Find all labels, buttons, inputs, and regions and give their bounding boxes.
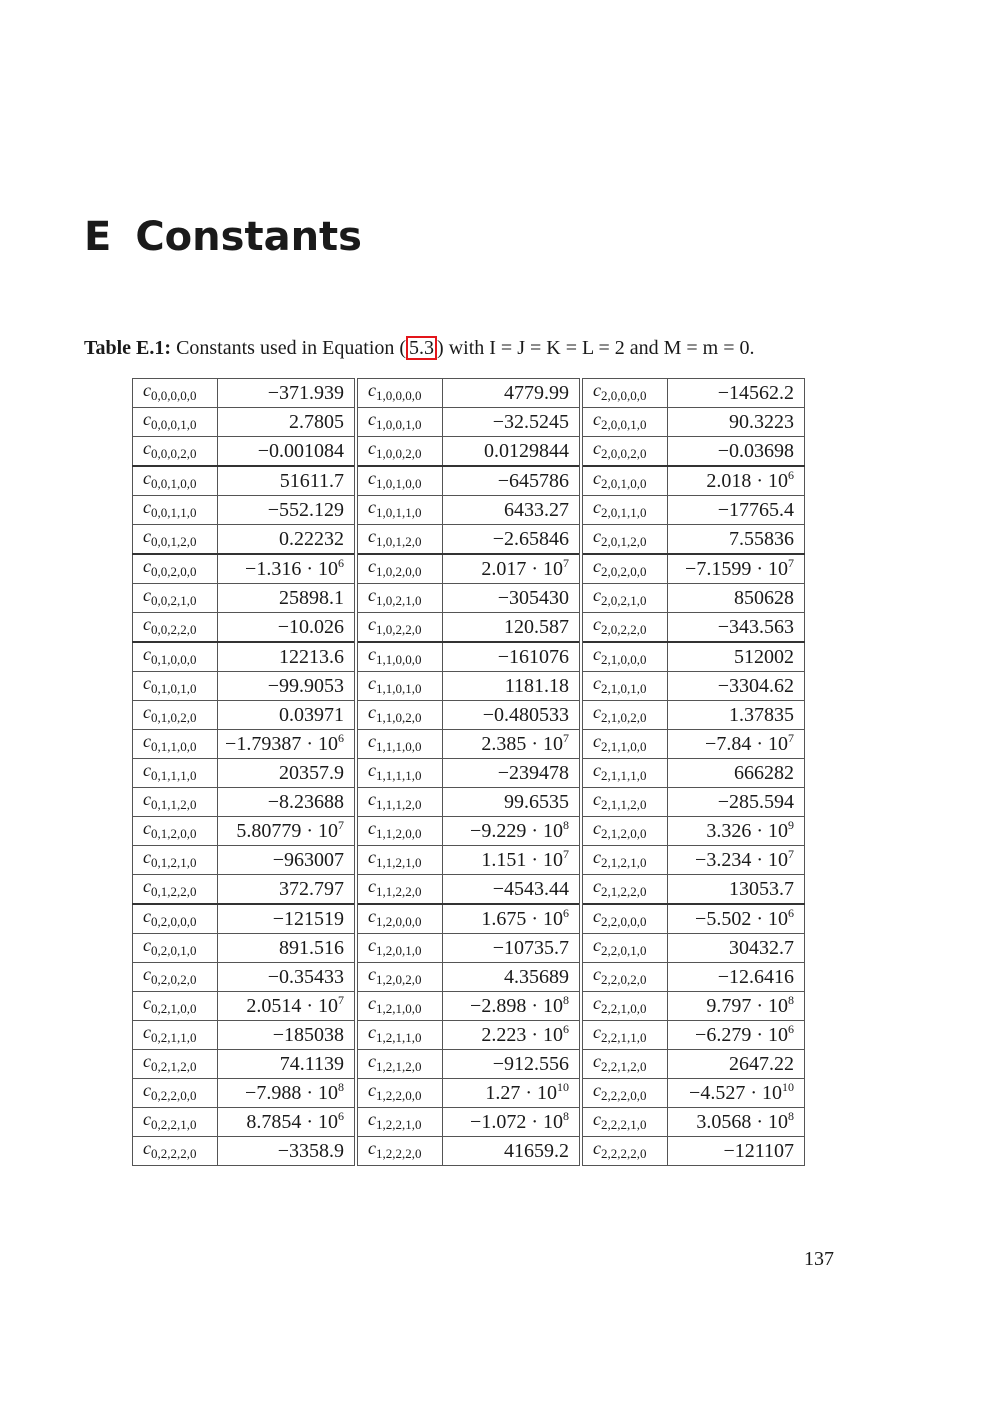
constant-value: 4.35689 bbox=[443, 963, 582, 992]
table-caption bbox=[84, 336, 755, 360]
constant-value: 12213.6 bbox=[218, 642, 357, 672]
constant-name: $c_{1,1,1,0,0}$ bbox=[356, 730, 443, 759]
table-row bbox=[133, 379, 805, 408]
table-row bbox=[133, 496, 805, 525]
constant-name: $c_{1,0,1,2,0}$ bbox=[356, 525, 443, 555]
constant-value: $2.017 \cdot 10^7$ bbox=[443, 554, 582, 584]
constant-name: $c_{2,1,0,2,0}$ bbox=[581, 701, 668, 730]
table-row bbox=[133, 817, 805, 846]
constant-name: $c_{2,0,0,1,0}$ bbox=[581, 408, 668, 437]
constant-value: −3304.62 bbox=[668, 672, 805, 701]
constant-name: $c_{1,2,0,2,0}$ bbox=[356, 963, 443, 992]
table-row bbox=[133, 846, 805, 875]
constant-name: $c_{1,0,0,1,0}$ bbox=[356, 408, 443, 437]
table-row bbox=[133, 759, 805, 788]
constant-name: $c_{2,0,1,0,0}$ bbox=[581, 466, 668, 496]
constants-table-body bbox=[133, 379, 805, 1166]
constant-name: $c_{1,0,2,2,0}$ bbox=[356, 613, 443, 643]
constant-value: $-4.527 \cdot 10^{10}$ bbox=[668, 1079, 805, 1108]
constant-value: $-7.988 \cdot 10^8$ bbox=[218, 1079, 357, 1108]
constant-value: −32.5245 bbox=[443, 408, 582, 437]
constant-value: −371.939 bbox=[218, 379, 357, 408]
table-row bbox=[133, 437, 805, 467]
table-row bbox=[133, 875, 805, 905]
table-row bbox=[133, 408, 805, 437]
constant-value: −99.9053 bbox=[218, 672, 357, 701]
constant-name: $c_{0,2,1,0,0}$ bbox=[133, 992, 218, 1021]
constant-value: −121519 bbox=[218, 904, 357, 934]
constant-value: −2.65846 bbox=[443, 525, 582, 555]
table-row bbox=[133, 963, 805, 992]
constant-name: $c_{2,2,1,0,0}$ bbox=[581, 992, 668, 1021]
table-row bbox=[133, 554, 805, 584]
constant-value: 41659.2 bbox=[443, 1137, 582, 1166]
constant-name: $c_{0,1,2,1,0}$ bbox=[133, 846, 218, 875]
constant-value: $-9.229 \cdot 10^8$ bbox=[443, 817, 582, 846]
constant-value: −12.6416 bbox=[668, 963, 805, 992]
constant-name: $c_{1,0,2,0,0}$ bbox=[356, 554, 443, 584]
table-row bbox=[133, 672, 805, 701]
constant-value: −3358.9 bbox=[218, 1137, 357, 1166]
table-row bbox=[133, 992, 805, 1021]
constant-name: $c_{2,2,1,1,0}$ bbox=[581, 1021, 668, 1050]
constant-value: 0.22232 bbox=[218, 525, 357, 555]
constant-name: $c_{2,0,1,1,0}$ bbox=[581, 496, 668, 525]
constant-value: 0.03971 bbox=[218, 701, 357, 730]
constant-value: $-7.1599 \cdot 10^7$ bbox=[668, 554, 805, 584]
constant-value: $-3.234 \cdot 10^7$ bbox=[668, 846, 805, 875]
constant-name: $c_{1,2,2,1,0}$ bbox=[356, 1108, 443, 1137]
constant-name: $c_{1,1,0,0,0}$ bbox=[356, 642, 443, 672]
constant-name: $c_{2,1,0,0,0}$ bbox=[581, 642, 668, 672]
constant-name: $c_{2,1,2,2,0}$ bbox=[581, 875, 668, 905]
constant-value: $-6.279 \cdot 10^6$ bbox=[668, 1021, 805, 1050]
constant-name: $c_{1,2,2,2,0}$ bbox=[356, 1137, 443, 1166]
caption-text-before: Constants used in Equation ( bbox=[176, 337, 407, 359]
equation-reference-link[interactable]: 5.3 bbox=[406, 336, 437, 360]
table-row bbox=[133, 613, 805, 643]
constant-value: −912.556 bbox=[443, 1050, 582, 1079]
constant-name: $c_{2,1,1,2,0}$ bbox=[581, 788, 668, 817]
constant-name: $c_{2,2,0,1,0}$ bbox=[581, 934, 668, 963]
constant-name: $c_{2,2,0,2,0}$ bbox=[581, 963, 668, 992]
table-row bbox=[133, 1079, 805, 1108]
constant-value: −239478 bbox=[443, 759, 582, 788]
constant-value: $8.7854 \cdot 10^6$ bbox=[218, 1108, 357, 1137]
constant-name: $c_{2,2,2,0,0}$ bbox=[581, 1079, 668, 1108]
constant-name: $c_{0,0,2,1,0}$ bbox=[133, 584, 218, 613]
constant-value: 6433.27 bbox=[443, 496, 582, 525]
constant-value: 51611.7 bbox=[218, 466, 357, 496]
constant-name: $c_{1,2,1,0,0}$ bbox=[356, 992, 443, 1021]
constant-name: $c_{0,2,0,1,0}$ bbox=[133, 934, 218, 963]
constant-value: 4779.99 bbox=[443, 379, 582, 408]
chapter-title: Constants bbox=[135, 214, 362, 260]
table-row bbox=[133, 642, 805, 672]
constant-value: 1.37835 bbox=[668, 701, 805, 730]
constant-name: $c_{2,2,0,0,0}$ bbox=[581, 904, 668, 934]
constant-value: −4543.44 bbox=[443, 875, 582, 905]
constant-value: 891.516 bbox=[218, 934, 357, 963]
constant-name: $c_{0,1,0,2,0}$ bbox=[133, 701, 218, 730]
constant-name: $c_{2,1,1,1,0}$ bbox=[581, 759, 668, 788]
table-row bbox=[133, 525, 805, 555]
constant-value: −0.001084 bbox=[218, 437, 357, 467]
chapter-heading bbox=[84, 214, 362, 260]
constant-name: $c_{0,2,0,0,0}$ bbox=[133, 904, 218, 934]
constant-name: $c_{0,2,1,1,0}$ bbox=[133, 1021, 218, 1050]
constant-name: $c_{1,1,2,1,0}$ bbox=[356, 846, 443, 875]
constants-table bbox=[132, 378, 805, 1166]
table-row bbox=[133, 1108, 805, 1137]
constant-name: $c_{2,2,2,1,0}$ bbox=[581, 1108, 668, 1137]
constant-value: $3.0568 \cdot 10^8$ bbox=[668, 1108, 805, 1137]
constant-name: $c_{2,2,1,2,0}$ bbox=[581, 1050, 668, 1079]
page-number: 137 bbox=[804, 1248, 834, 1270]
constant-name: $c_{2,1,2,0,0}$ bbox=[581, 817, 668, 846]
table-row bbox=[133, 1021, 805, 1050]
table-label: Table E.1: bbox=[84, 337, 172, 359]
constant-name: $c_{1,0,1,0,0}$ bbox=[356, 466, 443, 496]
constant-value: $3.326 \cdot 10^9$ bbox=[668, 817, 805, 846]
constant-name: $c_{2,0,2,1,0}$ bbox=[581, 584, 668, 613]
constant-name: $c_{1,1,1,2,0}$ bbox=[356, 788, 443, 817]
constant-value: −645786 bbox=[443, 466, 582, 496]
constant-value: $2.018 \cdot 10^6$ bbox=[668, 466, 805, 496]
constant-value: $-1.072 \cdot 10^8$ bbox=[443, 1108, 582, 1137]
constant-value: $-1.79387 \cdot 10^6$ bbox=[218, 730, 357, 759]
constant-name: $c_{2,0,2,2,0}$ bbox=[581, 613, 668, 643]
constant-name: $c_{0,2,1,2,0}$ bbox=[133, 1050, 218, 1079]
constant-name: $c_{1,0,2,1,0}$ bbox=[356, 584, 443, 613]
constant-value: −343.563 bbox=[668, 613, 805, 643]
constant-name: $c_{0,0,1,0,0}$ bbox=[133, 466, 218, 496]
constant-value: $5.80779 \cdot 10^7$ bbox=[218, 817, 357, 846]
constant-value: −17765.4 bbox=[668, 496, 805, 525]
constant-name: $c_{0,1,0,1,0}$ bbox=[133, 672, 218, 701]
constant-value: 7.55836 bbox=[668, 525, 805, 555]
constant-value: $1.151 \cdot 10^7$ bbox=[443, 846, 582, 875]
constant-name: $c_{0,0,2,0,0}$ bbox=[133, 554, 218, 584]
constant-value: 20357.9 bbox=[218, 759, 357, 788]
constant-name: $c_{2,1,1,0,0}$ bbox=[581, 730, 668, 759]
table-row bbox=[133, 1050, 805, 1079]
constant-value: −10735.7 bbox=[443, 934, 582, 963]
constant-value: $-5.502 \cdot 10^6$ bbox=[668, 904, 805, 934]
constant-value: 74.1139 bbox=[218, 1050, 357, 1079]
constant-value: $-2.898 \cdot 10^8$ bbox=[443, 992, 582, 1021]
constant-value: 2.7805 bbox=[218, 408, 357, 437]
table-row bbox=[133, 730, 805, 759]
constant-value: 512002 bbox=[668, 642, 805, 672]
constant-value: −121107 bbox=[668, 1137, 805, 1166]
constant-name: $c_{2,1,2,1,0}$ bbox=[581, 846, 668, 875]
constant-name: $c_{1,0,0,2,0}$ bbox=[356, 437, 443, 467]
constant-name: $c_{1,1,0,2,0}$ bbox=[356, 701, 443, 730]
constant-name: $c_{1,1,2,2,0}$ bbox=[356, 875, 443, 905]
constant-value: 30432.7 bbox=[668, 934, 805, 963]
constant-name: $c_{0,0,1,2,0}$ bbox=[133, 525, 218, 555]
constant-value: 0.0129844 bbox=[443, 437, 582, 467]
constant-name: $c_{1,2,0,0,0}$ bbox=[356, 904, 443, 934]
table-row bbox=[133, 584, 805, 613]
table-row bbox=[133, 788, 805, 817]
table-row bbox=[133, 701, 805, 730]
constant-value: −285.594 bbox=[668, 788, 805, 817]
constant-value: 2647.22 bbox=[668, 1050, 805, 1079]
table-row bbox=[133, 904, 805, 934]
constant-name: $c_{1,2,2,0,0}$ bbox=[356, 1079, 443, 1108]
constant-name: $c_{0,1,2,2,0}$ bbox=[133, 875, 218, 905]
constant-value: $-7.84 \cdot 10^7$ bbox=[668, 730, 805, 759]
constant-name: $c_{0,2,2,0,0}$ bbox=[133, 1079, 218, 1108]
constant-value: 13053.7 bbox=[668, 875, 805, 905]
constant-name: $c_{0,2,2,1,0}$ bbox=[133, 1108, 218, 1137]
constant-name: $c_{0,0,0,0,0}$ bbox=[133, 379, 218, 408]
constant-name: $c_{1,1,1,1,0}$ bbox=[356, 759, 443, 788]
constant-name: $c_{2,0,2,0,0}$ bbox=[581, 554, 668, 584]
constant-value: $2.0514 \cdot 10^7$ bbox=[218, 992, 357, 1021]
constant-name: $c_{0,0,0,2,0}$ bbox=[133, 437, 218, 467]
constant-value: −552.129 bbox=[218, 496, 357, 525]
constant-name: $c_{0,1,2,0,0}$ bbox=[133, 817, 218, 846]
constant-value: 90.3223 bbox=[668, 408, 805, 437]
constant-name: $c_{1,0,0,0,0}$ bbox=[356, 379, 443, 408]
constant-name: $c_{2,2,2,2,0}$ bbox=[581, 1137, 668, 1166]
constant-name: $c_{2,1,0,1,0}$ bbox=[581, 672, 668, 701]
constant-name: $c_{1,1,2,0,0}$ bbox=[356, 817, 443, 846]
constant-value: −185038 bbox=[218, 1021, 357, 1050]
constant-value: −0.35433 bbox=[218, 963, 357, 992]
constant-name: $c_{1,2,0,1,0}$ bbox=[356, 934, 443, 963]
constant-value: 99.6535 bbox=[443, 788, 582, 817]
constant-value: −0.03698 bbox=[668, 437, 805, 467]
constant-value: 25898.1 bbox=[218, 584, 357, 613]
constant-value: $2.223 \cdot 10^6$ bbox=[443, 1021, 582, 1050]
constant-name: $c_{1,1,0,1,0}$ bbox=[356, 672, 443, 701]
constant-value: −8.23688 bbox=[218, 788, 357, 817]
constant-name: $c_{0,1,0,0,0}$ bbox=[133, 642, 218, 672]
constant-name: $c_{1,2,1,1,0}$ bbox=[356, 1021, 443, 1050]
constant-value: −305430 bbox=[443, 584, 582, 613]
constant-name: $c_{0,1,1,2,0}$ bbox=[133, 788, 218, 817]
table-row bbox=[133, 466, 805, 496]
constant-value: −10.026 bbox=[218, 613, 357, 643]
constant-name: $c_{0,1,1,0,0}$ bbox=[133, 730, 218, 759]
table-row bbox=[133, 1137, 805, 1166]
constant-name: $c_{0,1,1,1,0}$ bbox=[133, 759, 218, 788]
constant-value: 120.587 bbox=[443, 613, 582, 643]
constant-name: $c_{2,0,0,0,0}$ bbox=[581, 379, 668, 408]
constant-name: $c_{1,0,1,1,0}$ bbox=[356, 496, 443, 525]
constant-value: $-1.316 \cdot 10^6$ bbox=[218, 554, 357, 584]
constant-name: $c_{0,0,2,2,0}$ bbox=[133, 613, 218, 643]
constant-name: $c_{1,2,1,2,0}$ bbox=[356, 1050, 443, 1079]
constant-value: $1.27 \cdot 10^{10}$ bbox=[443, 1079, 582, 1108]
table-row bbox=[133, 934, 805, 963]
constant-value: −963007 bbox=[218, 846, 357, 875]
constant-value: 372.797 bbox=[218, 875, 357, 905]
chapter-number: E bbox=[84, 214, 112, 260]
constant-value: $1.675 \cdot 10^6$ bbox=[443, 904, 582, 934]
constant-value: 1181.18 bbox=[443, 672, 582, 701]
constant-name: $c_{0,0,0,1,0}$ bbox=[133, 408, 218, 437]
constant-name: $c_{2,0,1,2,0}$ bbox=[581, 525, 668, 555]
constant-value: 850628 bbox=[668, 584, 805, 613]
constant-value: −0.480533 bbox=[443, 701, 582, 730]
constant-value: −161076 bbox=[443, 642, 582, 672]
constant-value: $9.797 \cdot 10^8$ bbox=[668, 992, 805, 1021]
constant-value: 666282 bbox=[668, 759, 805, 788]
caption-text-after: ) with I = J = K = L = 2 and M = m = 0. bbox=[437, 337, 755, 359]
constant-name: $c_{0,0,1,1,0}$ bbox=[133, 496, 218, 525]
constant-name: $c_{0,2,0,2,0}$ bbox=[133, 963, 218, 992]
constant-value: −14562.2 bbox=[668, 379, 805, 408]
constant-name: $c_{0,2,2,2,0}$ bbox=[133, 1137, 218, 1166]
constant-value: $2.385 \cdot 10^7$ bbox=[443, 730, 582, 759]
constant-name: $c_{2,0,0,2,0}$ bbox=[581, 437, 668, 467]
